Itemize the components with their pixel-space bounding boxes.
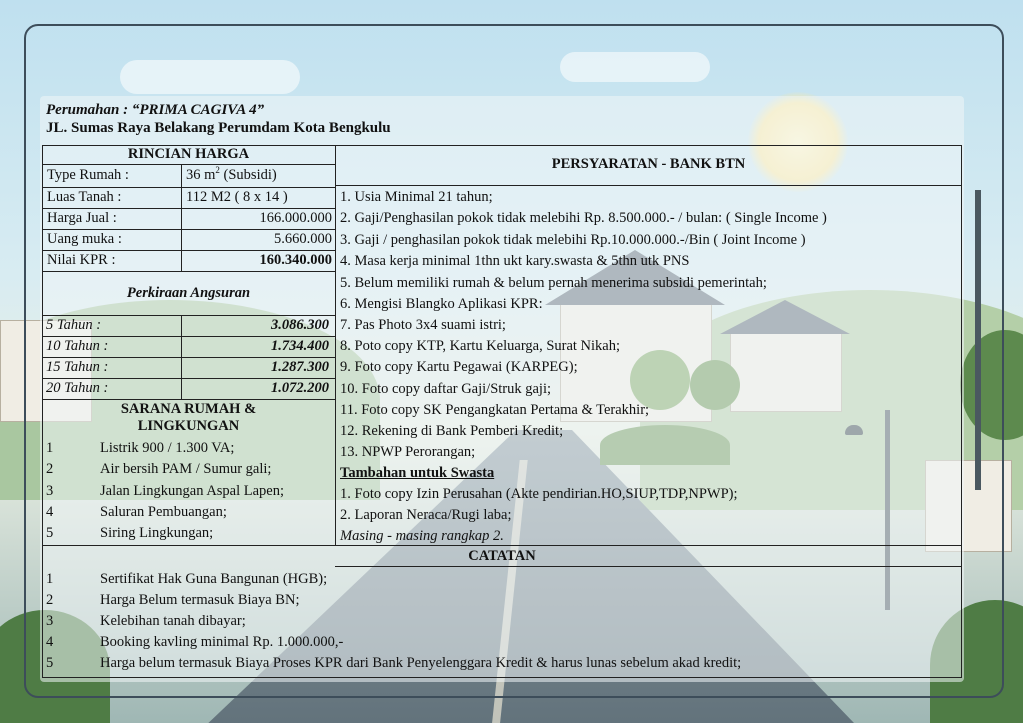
persyaratan-item: 10. Foto copy daftar Gaji/Struk gaji;: [340, 381, 552, 397]
catatan-item-text: Harga belum termasuk Biaya Proses KPR dari Bank Penyelenggara Kredit & harus lunas sebelum akad kredit;: [100, 655, 742, 671]
row-line: [42, 378, 335, 379]
type-rumah-value: 36 $m^2$ (Subsidi): [186, 165, 277, 183]
swasta-item: 1. Foto copy Izin Perusahan (Akte pendirian.HO,SIUP,TDP,NPWP);: [340, 486, 738, 502]
angsuran-label: 5 Tahun :: [46, 317, 102, 333]
catatan-item-text: Booking kavling minimal Rp. 1.000.000,-: [100, 634, 344, 650]
row-line: [42, 357, 335, 358]
persyaratan-item: 7. Pas Photo 3x4 suami istri;: [340, 317, 506, 333]
type-rumah-label: Type Rumah :: [47, 167, 129, 183]
row-line: [42, 187, 335, 188]
sarana-title-line1: SARANA RUMAH &: [120, 401, 257, 417]
persyaratan-item: 9. Foto copy Kartu Pegawai (KARPEG);: [340, 359, 578, 375]
catatan-item-number: 3: [46, 613, 54, 629]
luas-tanah-label: Luas Tanah :: [47, 189, 122, 205]
angsuran-value: 3.086.300: [271, 317, 329, 333]
rangkap-note: Masing - masing rangkap 2.: [340, 528, 504, 544]
sarana-item-text: Saluran Pembuangan;: [100, 504, 227, 520]
catatan-item-number: 1: [46, 571, 54, 587]
sarana-item-number: 4: [46, 504, 54, 520]
catatan-header-divider: [335, 566, 962, 567]
tambahan-swasta-title: Tambahan untuk Swasta: [340, 465, 495, 481]
persyaratan-item: 3. Gaji / penghasilan pokok tidak melebihi Rp.10.000.000.-/Bin ( Joint Income ): [340, 232, 806, 248]
sarana-item-number: 5: [46, 525, 54, 541]
row-line: [42, 250, 335, 251]
column-divider: [335, 145, 336, 545]
nilai-kpr-value: 160.340.000: [259, 252, 332, 268]
row-line: [42, 399, 335, 400]
angsuran-value: 1.734.400: [271, 338, 329, 354]
catatan-item-number: 5: [46, 655, 54, 671]
project-title: Perumahan : “PRIMA CAGIVA 4”: [46, 102, 265, 118]
catatan-item-number: 4: [46, 634, 54, 650]
nilai-kpr-label: Nilai KPR :: [47, 252, 116, 268]
sarana-title-line2: LINGKUNGAN: [137, 418, 240, 434]
persyaratan-title: PERSYARATAN - BANK BTN: [551, 156, 746, 172]
row-line: [42, 164, 335, 165]
angsuran-value: 1.072.200: [271, 380, 329, 396]
harga-jual-value: 166.000.000: [259, 210, 332, 226]
sarana-item-number: 2: [46, 461, 54, 477]
rincian-harga-title: RINCIAN HARGA: [127, 146, 250, 162]
persyaratan-item: 13. NPWP Perorangan;: [340, 444, 476, 460]
persyaratan-item: 2. Gaji/Penghasilan pokok tidak melebihi Rp. 8.500.000.- / bulan: ( Single Income ): [340, 210, 827, 226]
catatan-item-text: Kelebihan tanah dibayar;: [100, 613, 246, 629]
sarana-item-text: Siring Lingkungan;: [100, 525, 214, 541]
persyaratan-item: 8. Poto copy KTP, Kartu Keluarga, Surat Nikah;: [340, 338, 621, 354]
row-line: [42, 208, 335, 209]
project-address: JL. Sumas Raya Belakang Perumdam Kota Bengkulu: [46, 120, 391, 136]
row-line: [42, 336, 335, 337]
sarana-item-number: 1: [46, 440, 54, 456]
angsuran-label: 15 Tahun :: [46, 359, 109, 375]
persyaratan-item: 12. Rekening di Bank Pemberi Kredit;: [340, 423, 564, 439]
sarana-item-text: Jalan Lingkungan Aspal Lapen;: [100, 483, 285, 499]
sarana-item-number: 3: [46, 483, 54, 499]
catatan-title: CATATAN: [468, 548, 536, 564]
catatan-divider: [42, 545, 962, 546]
sarana-item-text: Listrik 900 / 1.300 VA;: [100, 440, 235, 456]
harga-jual-label: Harga Jual :: [47, 210, 117, 226]
uang-muka-label: Uang muka :: [47, 231, 122, 247]
swasta-item: 2. Laporan Neraca/Rugi laba;: [340, 507, 512, 523]
persyaratan-item: 5. Belum memiliki rumah & belum pernah menerima subsidi pemerintah;: [340, 275, 767, 291]
sarana-item-text: Air bersih PAM / Sumur gali;: [100, 461, 272, 477]
angsuran-label: 10 Tahun :: [46, 338, 109, 354]
luas-tanah-value: 112 M2 ( 8 x 14 ): [186, 189, 288, 205]
persyaratan-item: 4. Masa kerja minimal 1thn ukt kary.swasta & 5thn utk PNS: [340, 253, 690, 269]
catatan-item-number: 2: [46, 592, 54, 608]
persyaratan-header-divider: [335, 185, 962, 186]
angsuran-value: 1.287.300: [271, 359, 329, 375]
angsuran-label: 20 Tahun :: [46, 380, 109, 396]
catatan-item-text: Harga Belum termasuk Biaya BN;: [100, 592, 300, 608]
persyaratan-item: 6. Mengisi Blangko Aplikasi KPR:: [340, 296, 543, 312]
row-line: [42, 315, 335, 316]
perkiraan-angsuran-title: Perkiraan Angsuran: [126, 285, 251, 301]
row-line: [42, 271, 335, 272]
persyaratan-item: 1. Usia Minimal 21 tahun;: [340, 189, 493, 205]
persyaratan-item: 11. Foto copy SK Pengangkatan Pertama & Terakhir;: [340, 402, 650, 418]
catatan-item-text: Sertifikat Hak Guna Bangunan (HGB);: [100, 571, 328, 587]
row-line: [42, 229, 335, 230]
uang-muka-value: 5.660.000: [274, 231, 332, 247]
